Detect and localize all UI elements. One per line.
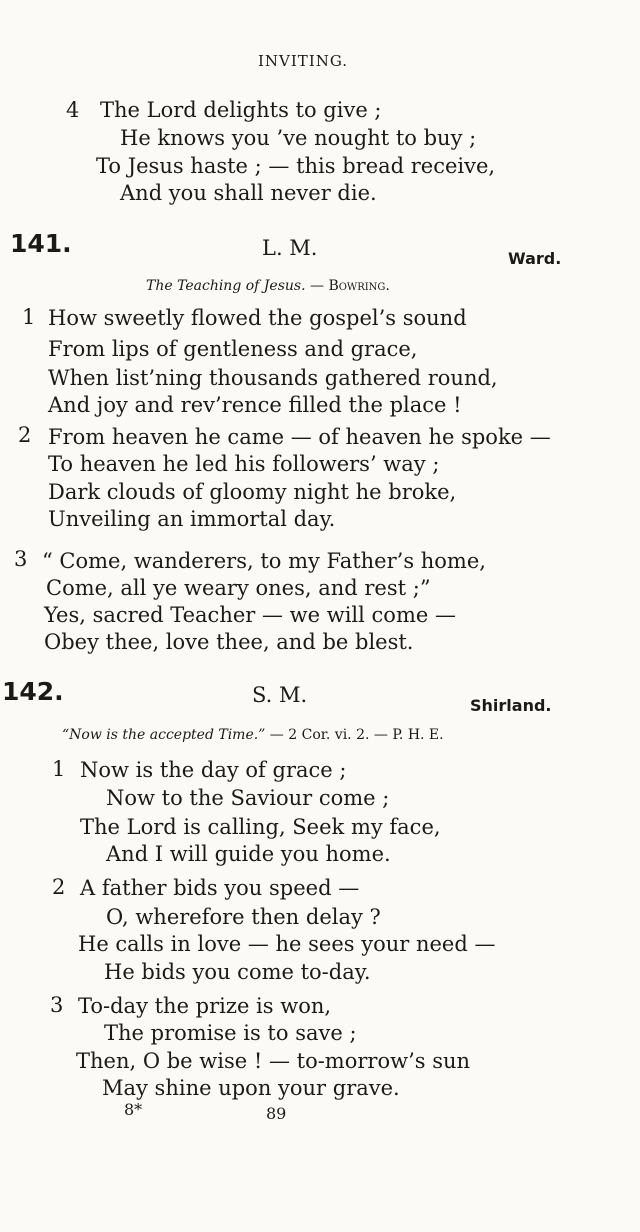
- verse-line: A father bids you speed —: [80, 876, 360, 900]
- verse-line: To-day the prize is won,: [78, 994, 332, 1018]
- stanza-number: 4: [66, 98, 80, 122]
- verse-line: He knows you ’ve nought to buy ;: [120, 126, 477, 150]
- hymn-meter: S. M.: [252, 683, 308, 707]
- hymn-reference: — 2 Cor. vi. 2. — P. H. E.: [265, 727, 444, 743]
- hymn-meter: L. M.: [262, 236, 318, 260]
- verse-line: He bids you come to-day.: [104, 960, 371, 984]
- verse-line: How sweetly flowed the gospel’s sound: [48, 306, 467, 330]
- running-head: INVITING.: [258, 52, 349, 70]
- stanza-number: 3: [50, 993, 64, 1017]
- verse-line: From lips of gentleness and grace,: [48, 337, 418, 361]
- verse-line: Obey thee, love thee, and be blest.: [44, 630, 414, 654]
- stanza-number: 2: [52, 875, 66, 899]
- verse-line: O, wherefore then delay ?: [106, 905, 381, 929]
- signature-mark: 8*: [124, 1100, 143, 1119]
- tune-name: Ward.: [508, 249, 562, 268]
- verse-line: And I will guide you home.: [106, 842, 391, 866]
- verse-line: And you shall never die.: [120, 181, 377, 205]
- verse-line: Unveiling an immortal day.: [48, 507, 336, 531]
- verse-line: He calls in love — he sees your need —: [78, 932, 496, 956]
- tune-name: Shirland.: [470, 696, 552, 715]
- author-separator: —: [305, 278, 329, 294]
- verse-line: The Lord is calling, Seek my face,: [80, 815, 441, 839]
- verse-line: Dark clouds of gloomy night he broke,: [48, 480, 457, 504]
- hymn-title: The Teaching of Jesus.: [146, 278, 306, 294]
- verse-line: To Jesus haste ; — this bread receive,: [96, 154, 496, 178]
- hymn-title: “Now is the accepted Time.”: [62, 727, 266, 743]
- hymn-number: 141.: [10, 229, 72, 258]
- verse-line: And joy and rev’rence filled the place !: [48, 393, 462, 417]
- verse-line: To heaven he led his followers’ way ;: [48, 452, 440, 476]
- hymn-subtitle: [62, 727, 444, 743]
- verse-line: Come, all ye weary ones, and rest ;”: [46, 576, 431, 600]
- hymn-author: Bowring.: [328, 278, 390, 294]
- verse-line: Now is the day of grace ;: [80, 758, 347, 782]
- stanza-number: 1: [22, 305, 36, 329]
- verse-line: From heaven he came — of heaven he spoke —: [48, 425, 551, 449]
- page-number: 89: [266, 1104, 287, 1123]
- stanza-number: 2: [18, 423, 32, 447]
- hymn-number: 142.: [2, 677, 64, 706]
- verse-line: The Lord delights to give ;: [100, 98, 382, 122]
- hymn-subtitle: [146, 278, 390, 294]
- verse-line: “ Come, wanderers, to my Father’s home,: [42, 549, 486, 573]
- verse-line: The promise is to save ;: [104, 1021, 357, 1045]
- verse-line: Now to the Saviour come ;: [106, 786, 390, 810]
- verse-line: May shine upon your grave.: [102, 1076, 400, 1100]
- stanza-number: 1: [52, 757, 66, 781]
- verse-line: Then, O be wise ! — to-morrow’s sun: [76, 1049, 471, 1073]
- verse-line: Yes, sacred Teacher — we will come —: [44, 603, 456, 627]
- verse-line: When list’ning thousands gathered round,: [48, 366, 498, 390]
- stanza-number: 3: [14, 547, 28, 571]
